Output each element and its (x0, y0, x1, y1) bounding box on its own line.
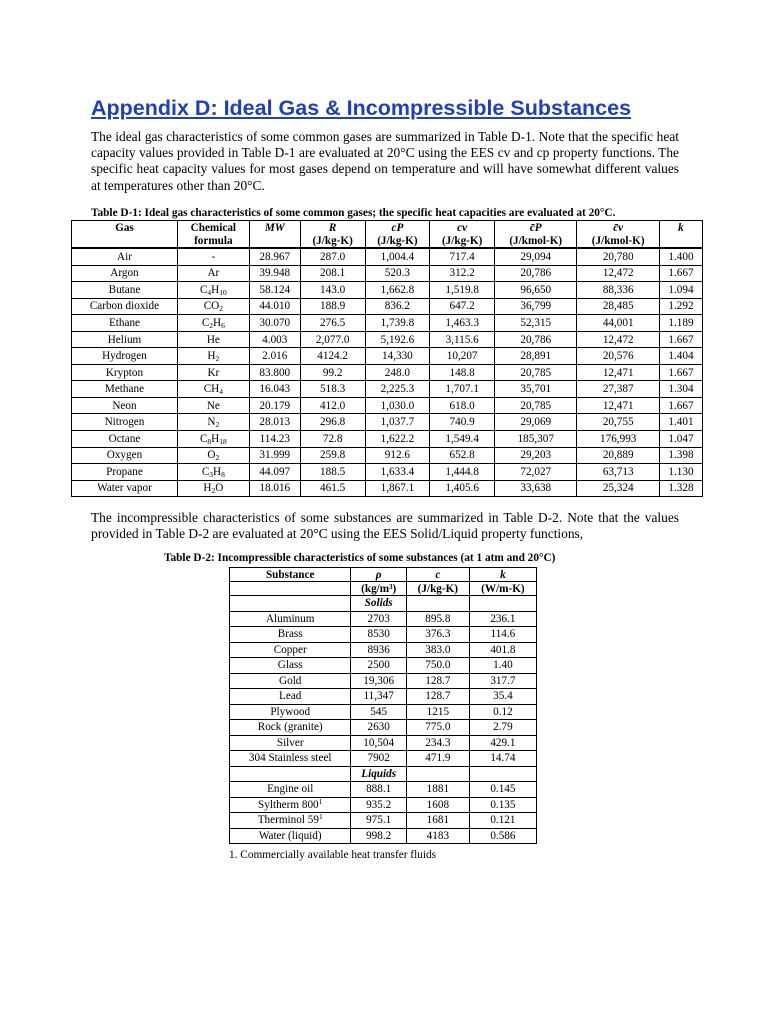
cell-name: Glass (230, 658, 351, 674)
cell-k: 35.4 (469, 689, 536, 705)
table-row (230, 689, 537, 705)
cell-cv: 1,707.1 (430, 381, 495, 398)
cell-cp: 1,739.8 (365, 315, 430, 332)
cell-cp: 248.0 (365, 364, 430, 381)
cell-rho: 888.1 (351, 782, 406, 798)
cell-cp: 1,662.8 (365, 282, 430, 299)
cell-cv: 1,405.6 (430, 480, 495, 497)
unit-rho: (kg/m³) (351, 582, 406, 596)
cell-k: 1.667 (659, 265, 702, 282)
table-row (230, 673, 537, 689)
cell-cv: 312.2 (430, 265, 495, 282)
cell-gas: Air (72, 248, 178, 265)
cell-mw: 58.124 (249, 282, 300, 299)
cell-k: 0.145 (469, 782, 536, 798)
cell-gas: Helium (72, 331, 178, 348)
cell-formula: He (177, 331, 249, 348)
table-row (230, 642, 537, 658)
table-row (72, 447, 703, 464)
cell-rho: 998.2 (351, 828, 406, 844)
cell-k: 317.7 (469, 673, 536, 689)
cell-cpbar: 20,785 (495, 397, 577, 414)
header-k: k (659, 221, 702, 235)
cell-cpbar: 35,701 (495, 381, 577, 398)
cell-c: 750.0 (406, 658, 469, 674)
cell-c: 4183 (406, 828, 469, 844)
cell-k: 1.398 (659, 447, 702, 464)
cell-name: Silver (230, 735, 351, 751)
cell-name: Plywood (230, 704, 351, 720)
cell-cvbar: 12,472 (577, 265, 659, 282)
table-row (230, 720, 537, 736)
cell-k: 1.047 (659, 431, 702, 448)
cell-mw: 28.967 (249, 248, 300, 265)
cell-k: 0.135 (469, 797, 536, 813)
cell-r: 143.0 (300, 282, 365, 299)
cell-formula: $C_3H_8$ (177, 464, 249, 481)
cell-c: 895.8 (406, 611, 469, 627)
cell-name: Rock (granite) (230, 720, 351, 736)
cell-cp: 1,037.7 (365, 414, 430, 431)
unit-c: (J/kg-K) (406, 582, 469, 596)
cell-r: 188.5 (300, 464, 365, 481)
cell-k: 14.74 (469, 751, 536, 767)
header-cv: cv (430, 221, 495, 235)
incompressible-table (229, 567, 537, 844)
table-row (72, 480, 703, 497)
cell-gas: Butane (72, 282, 178, 299)
cell-name: Brass (230, 627, 351, 643)
cell-c: 1608 (406, 797, 469, 813)
cell-name: Copper (230, 642, 351, 658)
cell-gas: Octane (72, 431, 178, 448)
table-row (72, 248, 703, 265)
cell-mw: 30.070 (249, 315, 300, 332)
header-formula: Chemical (177, 221, 249, 235)
table-row (72, 348, 703, 365)
cell-cp: 912.6 (365, 447, 430, 464)
cell-k: 0.12 (469, 704, 536, 720)
cell-cvbar: 44,001 (577, 315, 659, 332)
table-row (230, 782, 537, 798)
cell-cv: 148.8 (430, 364, 495, 381)
cell-gas: Neon (72, 397, 178, 414)
table-row (72, 265, 703, 282)
cell-rho: 2630 (351, 720, 406, 736)
cell-gas: Nitrogen (72, 414, 178, 431)
cell-k: 1.667 (659, 331, 702, 348)
cell-cpbar: 52,315 (495, 315, 577, 332)
cell-c: 376.3 (406, 627, 469, 643)
cell-cv: 618.0 (430, 397, 495, 414)
cell-gas: Propane (72, 464, 178, 481)
section-row (230, 766, 537, 782)
cell-cvbar: 176,993 (577, 431, 659, 448)
cell-k: 1.404 (659, 348, 702, 365)
table2-caption: Table D-2: Incompressible characteristics of some substances (at 1 atm and 20°C) (164, 552, 556, 564)
cell-mw: 28.013 (249, 414, 300, 431)
cell-mw: 44.010 (249, 298, 300, 315)
cell-cp: 1,622.2 (365, 431, 430, 448)
cell-k: 1.667 (659, 364, 702, 381)
cell-cvbar: 20,755 (577, 414, 659, 431)
cell-cpbar: 20,786 (495, 265, 577, 282)
table-row (72, 381, 703, 398)
cell-r: 259.8 (300, 447, 365, 464)
cell-cpbar: 185,307 (495, 431, 577, 448)
cell-cp: 2,225.3 (365, 381, 430, 398)
cell-rho: 2500 (351, 658, 406, 674)
table-row (72, 431, 703, 448)
cell-cp: 520.3 (365, 265, 430, 282)
cell-gas: Krypton (72, 364, 178, 381)
table1-caption: Table D-1: Ideal gas characteristics of some common gases; the specific heat capacities are evaluated at 20°C. (91, 207, 616, 219)
unit-r: (J/kg-K) (300, 234, 365, 248)
table-row (72, 282, 703, 299)
cell-cvbar: 20,889 (577, 447, 659, 464)
header-mw: MW (249, 221, 300, 235)
header-cvbar: c̄v (577, 221, 659, 235)
cell-cpbar: 96,650 (495, 282, 577, 299)
cell-r: 287.0 (300, 248, 365, 265)
cell-mw: 44.097 (249, 464, 300, 481)
cell-gas: Argon (72, 265, 178, 282)
cell-r: 412.0 (300, 397, 365, 414)
cell-mw: 18.016 (249, 480, 300, 497)
cell-formula: $C_2H_6$ (177, 315, 249, 332)
table-row (72, 331, 703, 348)
cell-cv: 1,519.8 (430, 282, 495, 299)
cell-r: 188.9 (300, 298, 365, 315)
intro-paragraph: The ideal gas characteristics of some common gases are summarized in Table D-1. Note that the specific heat capacity values provided in Table D-1 are evaluated at 20°C using the EES cv and cp property functions. The specific heat capacity values for most gases depend on temperature and will have somewhat different values at temperatures other than 20°C. (91, 129, 679, 193)
header-rho: ρ (351, 568, 406, 582)
cell-rho: 8936 (351, 642, 406, 658)
cell-rho: 11,347 (351, 689, 406, 705)
header-formula-2: formula (177, 234, 249, 248)
cell-k: 2.79 (469, 720, 536, 736)
table-row (230, 611, 537, 627)
table1-units-row (72, 234, 703, 248)
header-substance: Substance (230, 568, 351, 582)
cell-cpbar: 20,785 (495, 364, 577, 381)
table2-units-row (230, 582, 537, 596)
cell-cv: 652.8 (430, 447, 495, 464)
cell-cv: 1,444.8 (430, 464, 495, 481)
unit-cvbar: (J/kmol-K) (577, 234, 659, 248)
cell-cv: 3,115.6 (430, 331, 495, 348)
cell-mw: 16.043 (249, 381, 300, 398)
cell-name: Engine oil (230, 782, 351, 798)
header-gas: Gas (72, 221, 178, 235)
cell-r: 72.8 (300, 431, 365, 448)
cell-r: 518.3 (300, 381, 365, 398)
cell-mw: 4.003 (249, 331, 300, 348)
cell-formula: Kr (177, 364, 249, 381)
cell-mw: 2.016 (249, 348, 300, 365)
table-row (230, 813, 537, 829)
cell-cv: 1,463.3 (430, 315, 495, 332)
cell-gas: Oxygen (72, 447, 178, 464)
cell-cp: 836.2 (365, 298, 430, 315)
cell-formula: $C_4H_{10}$ (177, 282, 249, 299)
cell-mw: 83.800 (249, 364, 300, 381)
cell-cvbar: 20,780 (577, 248, 659, 265)
cell-k: 0.121 (469, 813, 536, 829)
cell-formula: $CH_4$ (177, 381, 249, 398)
cell-cvbar: 25,324 (577, 480, 659, 497)
cell-cp: 5,192.6 (365, 331, 430, 348)
cell-cvbar: 12,471 (577, 397, 659, 414)
cell-rho: 975.1 (351, 813, 406, 829)
cell-cpbar: 29,069 (495, 414, 577, 431)
cell-cvbar: 27,387 (577, 381, 659, 398)
cell-cp: 1,030.0 (365, 397, 430, 414)
table-row (72, 464, 703, 481)
cell-cp: 1,867.1 (365, 480, 430, 497)
cell-k: 1.292 (659, 298, 702, 315)
cell-cpbar: 29,094 (495, 248, 577, 265)
table2-header-row (230, 568, 537, 582)
cell-name: Lead (230, 689, 351, 705)
table-row (72, 364, 703, 381)
cell-c: 234.3 (406, 735, 469, 751)
cell-rho: 935.2 (351, 797, 406, 813)
table-row (230, 627, 537, 643)
incompressible-paragraph: The incompressible characteristics of some substances are summarized in Table D-2. Note that the values provided in Table D-2 are evaluated at 20°C using the EES Solid/Liquid property functions, (91, 510, 679, 542)
cell-formula: Ne (177, 397, 249, 414)
table1-header-row (72, 221, 703, 235)
cell-k: 1.400 (659, 248, 702, 265)
table-row (72, 397, 703, 414)
table-row (230, 828, 537, 844)
cell-rho: 10,504 (351, 735, 406, 751)
cell-r: 99.2 (300, 364, 365, 381)
cell-gas: Water vapor (72, 480, 178, 497)
cell-formula: $O_2$ (177, 447, 249, 464)
table-row (72, 298, 703, 315)
cell-rho: 19,306 (351, 673, 406, 689)
cell-cv: 647.2 (430, 298, 495, 315)
cell-cvbar: 88,336 (577, 282, 659, 299)
cell-mw: 20.179 (249, 397, 300, 414)
header-r: R (300, 221, 365, 235)
cell-rho: 545 (351, 704, 406, 720)
cell-formula: $H_2O$ (177, 480, 249, 497)
cell-c: 1215 (406, 704, 469, 720)
cell-cpbar: 33,638 (495, 480, 577, 497)
unit-cv: (J/kg-K) (430, 234, 495, 248)
cell-r: 461.5 (300, 480, 365, 497)
cell-c: 383.0 (406, 642, 469, 658)
table-row (230, 704, 537, 720)
cell-cvbar: 28,485 (577, 298, 659, 315)
cell-cvbar: 12,471 (577, 364, 659, 381)
cell-cpbar: 36,799 (495, 298, 577, 315)
table2-body (230, 596, 537, 844)
unit-cpbar: (J/kmol-K) (495, 234, 577, 248)
table-row (72, 414, 703, 431)
cell-formula: $C_8H_{18}$ (177, 431, 249, 448)
cell-k: 1.130 (659, 464, 702, 481)
table-row (230, 735, 537, 751)
cell-gas: Ethane (72, 315, 178, 332)
cell-gas: Carbon dioxide (72, 298, 178, 315)
cell-c: 128.7 (406, 689, 469, 705)
cell-cv: 10,207 (430, 348, 495, 365)
cell-name: Gold (230, 673, 351, 689)
cell-k: 1.401 (659, 414, 702, 431)
header-cpbar: c̄P (495, 221, 577, 235)
section-label: Liquids (351, 766, 406, 782)
table2-footnote: 1. Commercially available heat transfer fluids (229, 849, 437, 861)
header-cp: cP (365, 221, 430, 235)
section-row (230, 596, 537, 612)
table-row (230, 658, 537, 674)
cell-k: 1.094 (659, 282, 702, 299)
cell-k: 0.586 (469, 828, 536, 844)
cell-k: 1.667 (659, 397, 702, 414)
section-label: Solids (351, 596, 406, 612)
cell-cv: 717.4 (430, 248, 495, 265)
cell-formula: Ar (177, 265, 249, 282)
cell-cvbar: 12,472 (577, 331, 659, 348)
cell-rho: 7902 (351, 751, 406, 767)
cell-cv: 740.9 (430, 414, 495, 431)
unit-cp: (J/kg-K) (365, 234, 430, 248)
cell-k: 236.1 (469, 611, 536, 627)
cell-formula: $CO_2$ (177, 298, 249, 315)
cell-formula: - (177, 248, 249, 265)
cell-c: 128.7 (406, 673, 469, 689)
cell-c: 471.9 (406, 751, 469, 767)
cell-mw: 31.999 (249, 447, 300, 464)
cell-c: 1881 (406, 782, 469, 798)
cell-cvbar: 20,576 (577, 348, 659, 365)
cell-formula: $H_2$ (177, 348, 249, 365)
table-row (72, 315, 703, 332)
cell-name: Aluminum (230, 611, 351, 627)
cell-cp: 1,633.4 (365, 464, 430, 481)
unit-k2: (W/m-K) (469, 582, 536, 596)
cell-k: 1.328 (659, 480, 702, 497)
cell-mw: 39.948 (249, 265, 300, 282)
cell-rho: 2703 (351, 611, 406, 627)
cell-gas: Methane (72, 381, 178, 398)
cell-cv: 1,549.4 (430, 431, 495, 448)
page-title: Appendix D: Ideal Gas & Incompressible Substances (91, 96, 632, 120)
header-k2: k (469, 568, 536, 582)
cell-c: 1681 (406, 813, 469, 829)
cell-c: 775.0 (406, 720, 469, 736)
cell-cpbar: 72,027 (495, 464, 577, 481)
cell-k: 114.6 (469, 627, 536, 643)
cell-r: 208.1 (300, 265, 365, 282)
cell-name: Syltherm $800^1$ (230, 797, 351, 813)
cell-r: 276.5 (300, 315, 365, 332)
ideal-gas-table (71, 220, 703, 497)
cell-name: Therminol $59^1$ (230, 813, 351, 829)
table1-body (72, 248, 703, 497)
cell-formula: $N_2$ (177, 414, 249, 431)
cell-r: 4124.2 (300, 348, 365, 365)
cell-gas: Hydrogen (72, 348, 178, 365)
cell-k: 401.8 (469, 642, 536, 658)
cell-r: 296.8 (300, 414, 365, 431)
cell-cpbar: 28,891 (495, 348, 577, 365)
cell-k: 1.40 (469, 658, 536, 674)
cell-cvbar: 63,713 (577, 464, 659, 481)
cell-rho: 8530 (351, 627, 406, 643)
cell-cpbar: 20,786 (495, 331, 577, 348)
cell-mw: 114.23 (249, 431, 300, 448)
cell-name: 304 Stainless steel (230, 751, 351, 767)
cell-name: Water (liquid) (230, 828, 351, 844)
cell-r: 2,077.0 (300, 331, 365, 348)
table-row (230, 751, 537, 767)
cell-k: 1.304 (659, 381, 702, 398)
cell-cpbar: 29,203 (495, 447, 577, 464)
cell-k: 1.189 (659, 315, 702, 332)
table-row (230, 797, 537, 813)
cell-cp: 1,004.4 (365, 248, 430, 265)
cell-cp: 14,330 (365, 348, 430, 365)
cell-k: 429.1 (469, 735, 536, 751)
header-c: c (406, 568, 469, 582)
